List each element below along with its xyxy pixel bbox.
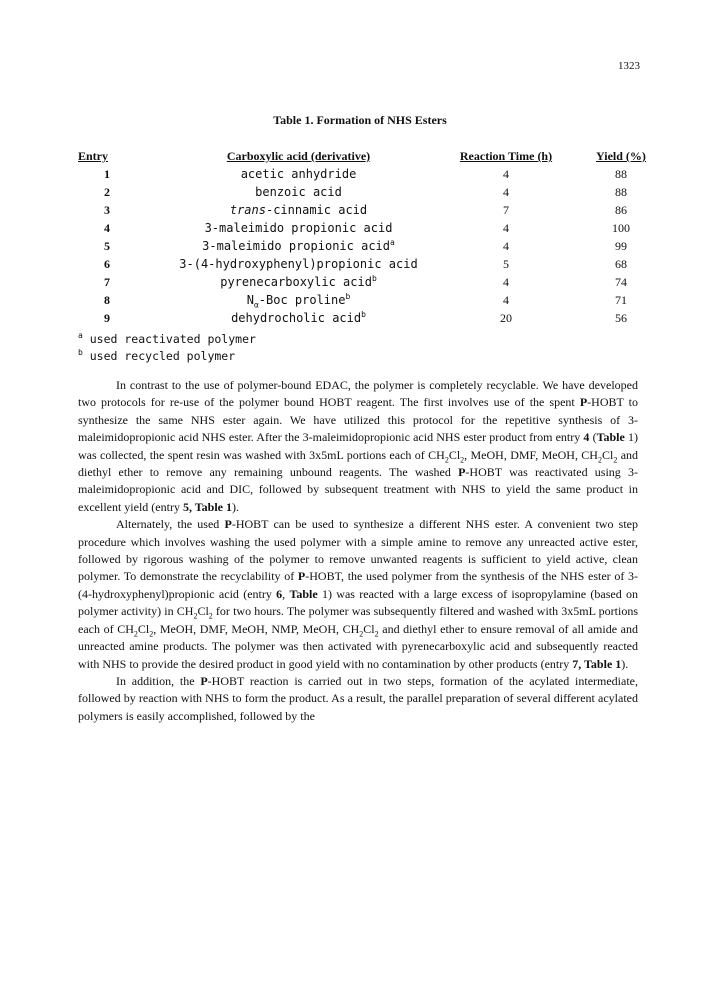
header-time: Reaction Time (h): [459, 149, 553, 163]
acid-name: 3-maleimido propionic acid: [204, 221, 393, 235]
acid-name: dehydrocholic acid$^b$: [231, 310, 366, 325]
page-number: 1323: [618, 60, 640, 72]
entry-number: 5: [104, 239, 110, 253]
acid-name: trans-cinnamic acid: [229, 203, 368, 217]
table-title: Table 1. Formation of NHS Esters: [273, 113, 447, 127]
table-row: [78, 273, 661, 291]
table-header-row: [78, 147, 661, 165]
entry-number: 7: [104, 275, 110, 289]
reaction-time: 4: [503, 167, 509, 181]
entry-number: 9: [104, 311, 110, 325]
header-yield: Yield (%): [596, 149, 646, 163]
yield-value: 88: [615, 185, 627, 199]
entry-number: 8: [104, 293, 110, 307]
yield-value: 74: [615, 275, 627, 289]
entry-number: 3: [104, 203, 110, 217]
reaction-time: 4: [503, 185, 509, 199]
footnote: $^b$ used recycled polymer: [78, 348, 236, 363]
reaction-time: 4: [503, 221, 509, 235]
reaction-time: 4: [503, 293, 509, 307]
paragraph: Alternately, the used P-HOBT can be used to synthesize a different NHS ester. A convenient two step procedure which involves washing the used polymer with a simple amine to remove any unreacted active ester, followed by rigorous washing of the polymer to remove unwanted reagents is sufficient to yield active, clean polymer. To demonstrate the recyclability of P-HOBT, the used polymer from the synthesis of the NHS ester of 3-(4-hydroxyphenyl)propionic acid (entry 6, Table 1) was reacted with a large excess of isopropylamine (based on polymer activity) in $CH_2Cl_2$ for two hours. The polymer was subsequently filtered and washed with 3x5mL portions each of $CH_2Cl_2$, MeOH, DMF, MeOH, NMP, MeOH, $CH_2Cl_2$ and diethyl ether to ensure removal of all amide and unreacted amine products. The polymer was then activated with pyrenecarboxylic acid and subsequently reacted with NHS to provide the desired product in good yield with no contamination by other products (entry 7, Table 1).: [78, 517, 638, 671]
table-row: [78, 219, 661, 237]
footnote: $^a$ used reactivated polymer: [78, 331, 256, 346]
table-row: [78, 237, 661, 255]
paragraph: In contrast to the use of polymer-bound EDAC, the polymer is completely recyclable. We have developed two protocols for re-use of the polymer bound HOBT reagent. The first involves use of the spent P-HOBT to synthesize the same NHS ester again. We have utilized this protocol for the repetitive synthesis of 3-maleimidopropionic acid NHS ester. After the 3-maleimidopropionic acid NHS ester product from entry 4 (Table 1) was collected, the spent resin was washed with 3x5mL portions each of $CH_2Cl_2$, MeOH, DMF, MeOH, $CH_2Cl_2$ and diethyl ether to remove any remaining unbound reagents. The washed P-HOBT was reactivated using 3-maleimidopropionic acid and DIC, followed by subsequent treatment with NHS to yield the same product in excellent yield (entry 5, Table 1).: [78, 378, 639, 514]
yield-value: 99: [615, 239, 627, 253]
yield-value: 68: [615, 257, 627, 271]
yield-value: 100: [612, 221, 630, 235]
yield-value: 71: [615, 293, 627, 307]
reaction-time: 7: [503, 203, 509, 217]
table-row: [78, 255, 661, 273]
reaction-time: 20: [500, 311, 512, 325]
acid-name: $N_\alpha$-Boc proline$^b$: [246, 292, 351, 310]
reaction-time: 5: [503, 257, 509, 271]
reaction-time: 4: [503, 239, 509, 253]
table-row: [78, 201, 661, 219]
body-text: [78, 377, 638, 725]
acid-name: acetic anhydride: [240, 167, 357, 181]
table-footnotes: [78, 331, 256, 365]
acid-name: 3-(4-hydroxyphenyl)propionic acid: [179, 257, 418, 271]
acid-name: benzoic acid: [255, 185, 342, 199]
entry-number: 2: [104, 185, 110, 199]
header-acid: Carboxylic acid (derivative): [226, 149, 371, 163]
reaction-time: 4: [503, 275, 509, 289]
table-row: [78, 309, 661, 327]
yield-value: 56: [615, 311, 627, 325]
table-row: [78, 291, 661, 309]
table-row: [78, 183, 661, 201]
results-table: [78, 147, 661, 327]
header-entry: Entry: [78, 149, 108, 163]
table-row: [78, 165, 661, 183]
entry-number: 1: [104, 167, 110, 181]
yield-value: 88: [615, 167, 627, 181]
acid-name: pyrenecarboxylic acid$^b$: [220, 274, 377, 289]
acid-name: 3-maleimido propionic acid$^a$: [202, 238, 395, 253]
yield-value: 86: [615, 203, 627, 217]
paragraph: In addition, the P-HOBT reaction is carried out in two steps, formation of the acylated intermediate, followed by reaction with NHS to form the product. As a result, the parallel preparation of several different acylated polymers is easily accomplished, followed by the: [78, 673, 639, 723]
entry-number: 4: [104, 221, 110, 235]
entry-number: 6: [104, 257, 110, 271]
